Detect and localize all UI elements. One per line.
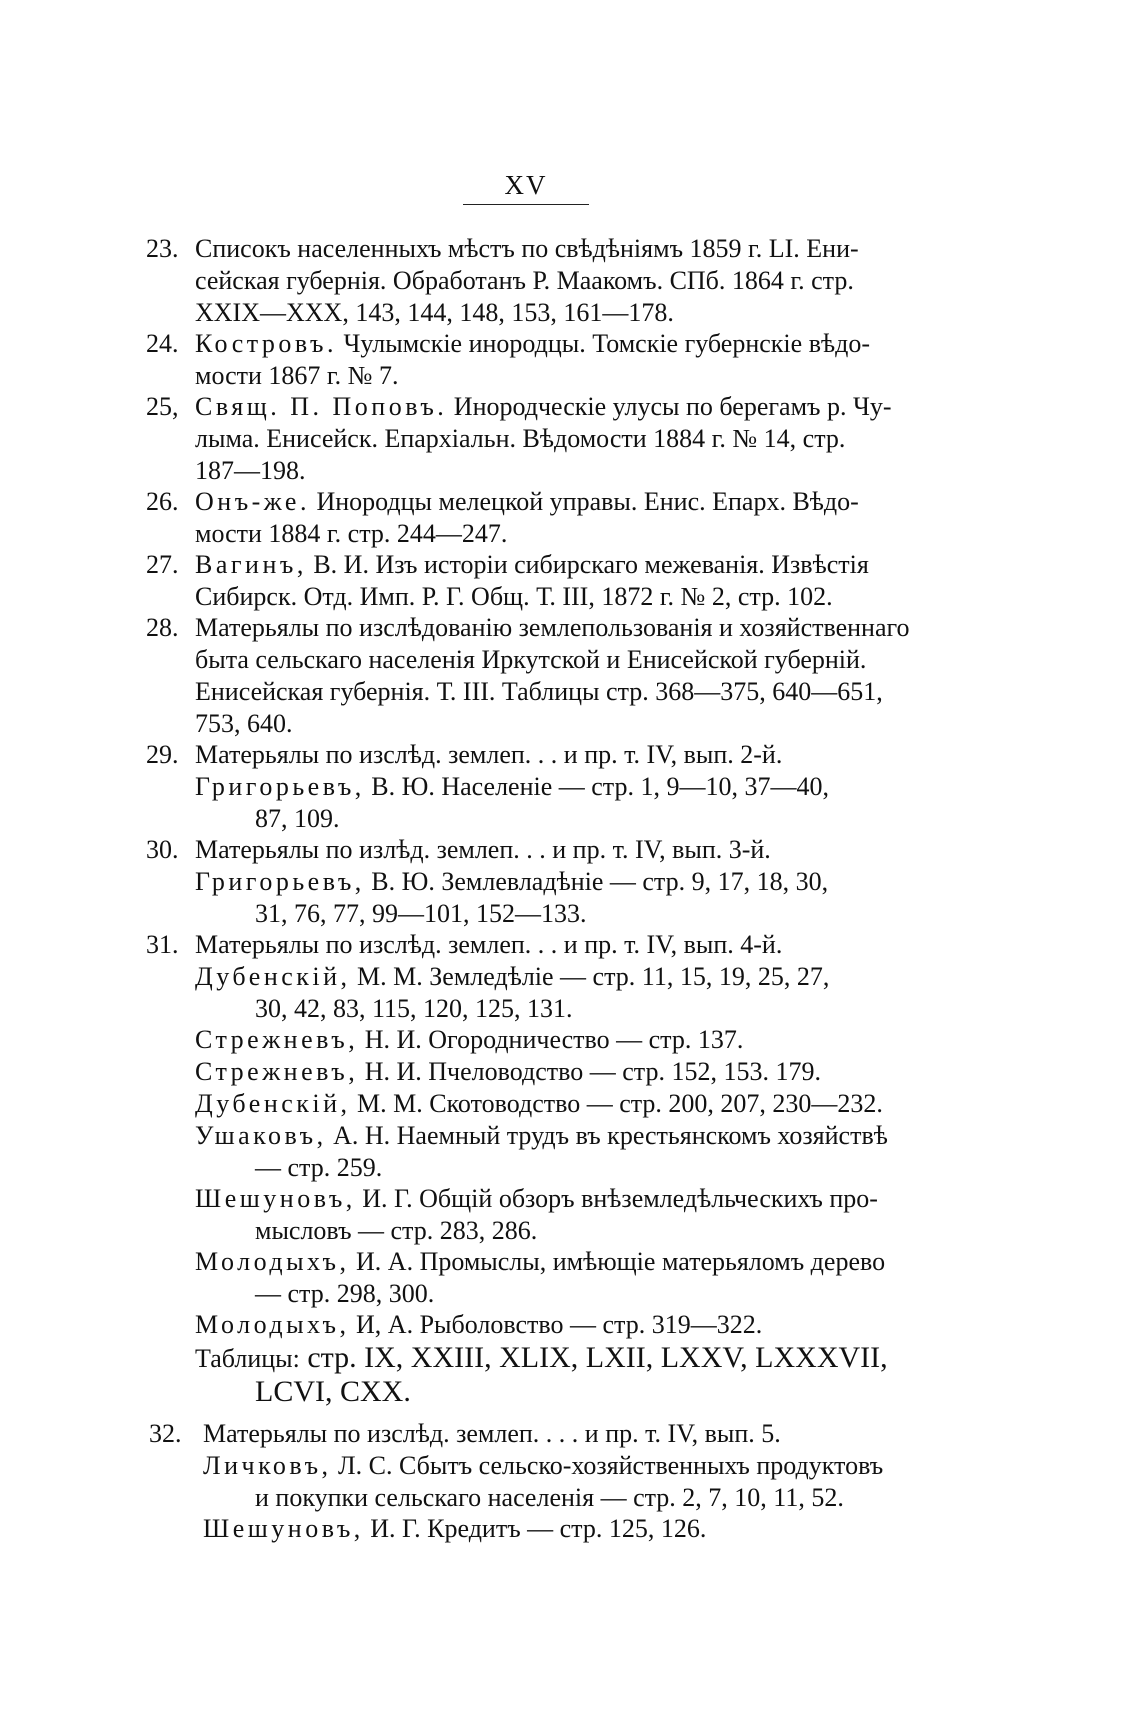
tables-line: Таблицы: стр. IX, XXIII, XLIX, LXII, LXXV, LXXXVII, [195, 1341, 888, 1374]
entry-number: 27. [146, 550, 179, 579]
entry-line: Матерьялы по изслѣд. землеп. . . и пр. т. IV, вып. 2-й. [195, 740, 783, 769]
entry-line: Матерьялы по изслѣд. землеп. . . . и пр. т. IV, вып. 5. [203, 1419, 781, 1448]
entry-line: мысловъ — стр. 283, 286. [255, 1216, 538, 1245]
entry-line: Молодыхъ, И. А. Промыслы, имѣющіе матерьяломъ дерево [195, 1247, 886, 1276]
entry-author: Личковъ, [203, 1451, 332, 1480]
entry-author: Стрежневъ, [195, 1057, 359, 1086]
entry-line: — стр. 298, 300. [255, 1279, 435, 1308]
entry-line: Сибирск. Отд. Имп. Р. Г. Общ. Т. III, 1872 г. № 2, стр. 102. [195, 582, 833, 611]
entry-line: Вагинъ, В. И. Изъ исторіи сибирскаго межеванія. Извѣстія [195, 550, 869, 579]
entry-author: Шешуновъ, [195, 1184, 356, 1213]
entry-author: Стрежневъ, [195, 1025, 359, 1054]
entry-line: Стрежневъ, Н. И. Огородничество — стр. 137. [195, 1025, 744, 1054]
entry-number: 23. [146, 234, 179, 263]
entry-line: Шешуновъ, И. Г. Кредитъ — стр. 125, 126. [203, 1514, 707, 1543]
entry-line: лыма. Енисейск. Епархіальн. Вѣдомости 1884 г. № 14, стр. [195, 424, 846, 453]
entry-number: 26. [146, 487, 179, 516]
entry-line: Стрежневъ, Н. И. Пчеловодство — стр. 152, 153. 179. [195, 1057, 821, 1086]
entry-line: Матерьялы по изслѣдованію землепользованія и хозяйственнаго [195, 613, 910, 642]
entry-author: Григорьевъ, [195, 867, 365, 896]
entry-line: 753, 640. [195, 709, 293, 738]
entry-number: 24. [146, 329, 179, 358]
entry-line: Дубенскій, М. М. Скотоводство — стр. 200, 207, 230—232. [195, 1089, 883, 1118]
entry-number: 28. [146, 613, 179, 642]
entry-author: Молодыхъ, [195, 1247, 350, 1276]
entry-number: 25, [146, 392, 179, 421]
entry-author: Костровъ. [195, 329, 337, 358]
entry-line: быта сельскаго населенія Иркутской и Енисейской губерній. [195, 645, 867, 674]
entry-line: 31, 76, 77, 99—101, 152—133. [255, 899, 587, 928]
entry-author: Свящ. П. Поповъ. [195, 392, 448, 421]
entry-line: Матерьялы по изслѣд. землеп. . . и пр. т. IV, вып. 4-й. [195, 930, 783, 959]
entry-author: Дубенскій, [195, 1089, 351, 1118]
entry-line: Матерьялы по излѣд. землеп. . . и пр. т. IV, вып. 3-й. [195, 835, 771, 864]
entry-author: Ушаковъ, [195, 1121, 327, 1150]
entry-author: Шешуновъ, [203, 1514, 364, 1543]
entry-line: XXIX—XXX, 143, 144, 148, 153, 161—178. [195, 298, 674, 327]
entry-line: Костровъ. Чулымскіе инородцы. Томскіе губернскіе вѣдо- [195, 329, 870, 358]
entry-author: Молодыхъ, [195, 1310, 350, 1339]
entry-line: Григорьевъ, В. Ю. Землевладѣніе — стр. 9, 17, 18, 30, [195, 867, 829, 896]
entry-number: 31. [146, 930, 179, 959]
entry-number: 32. [149, 1419, 182, 1448]
entry-line: сейская губернія. Обработанъ Р. Маакомъ. СПб. 1864 г. стр. [195, 266, 854, 295]
entry-line: Молодыхъ, И, А. Рыболовство — стр. 319—322. [195, 1310, 763, 1339]
entry-author: Онъ-же. [195, 487, 310, 516]
entry-line: 87, 109. [255, 804, 340, 833]
tables-line: LCVI, CXX. [255, 1375, 411, 1408]
tables-label: Таблицы: [195, 1344, 300, 1373]
entry-line: Личковъ, Л. С. Сбытъ сельско-хозяйственныхъ продуктовъ [203, 1451, 884, 1480]
entry-author: Вагинъ, [195, 550, 307, 579]
entry-line: Григорьевъ, В. Ю. Населеніе — стр. 1, 9—10, 37—40, [195, 772, 829, 801]
page-number: XV [463, 170, 589, 205]
entry-line: Онъ-же. Инородцы мелецкой управы. Енис. Епарх. Вѣдо- [195, 487, 859, 516]
entry-line: мости 1884 г. стр. 244—247. [195, 519, 508, 548]
entry-line: 187—198. [195, 456, 306, 485]
entry-line: мости 1867 г. № 7. [195, 361, 399, 390]
entry-line: и покупки сельскаго населенія — стр. 2, 7, 10, 11, 52. [255, 1483, 844, 1512]
entry-number: 29. [146, 740, 179, 769]
entry-line: Ушаковъ, А. Н. Наемный трудъ въ крестьянскомъ хозяйствѣ [195, 1121, 888, 1150]
entry-line: Списокъ населенныхъ мѣстъ по свѣдѣніямъ 1859 г. LI. Ени- [195, 234, 859, 263]
entry-line: Свящ. П. Поповъ. Инородческіе улусы по берегамъ р. Чу- [195, 392, 892, 421]
entry-line: Дубенскій, М. М. Земледѣліе — стр. 11, 15, 19, 25, 27, [195, 962, 830, 991]
entry-line: Шешуновъ, И. Г. Общій обзоръ внѣземледѣльческихъ про- [195, 1184, 878, 1213]
entry-author: Дубенскій, [195, 962, 351, 991]
entry-line: Енисейская губернія. Т. III. Таблицы стр. 368—375, 640—651, [195, 677, 883, 706]
entry-line: 30, 42, 83, 115, 120, 125, 131. [255, 994, 573, 1023]
entry-line: — стр. 259. [255, 1153, 383, 1182]
entry-author: Григорьевъ, [195, 772, 365, 801]
entry-number: 30. [146, 835, 179, 864]
